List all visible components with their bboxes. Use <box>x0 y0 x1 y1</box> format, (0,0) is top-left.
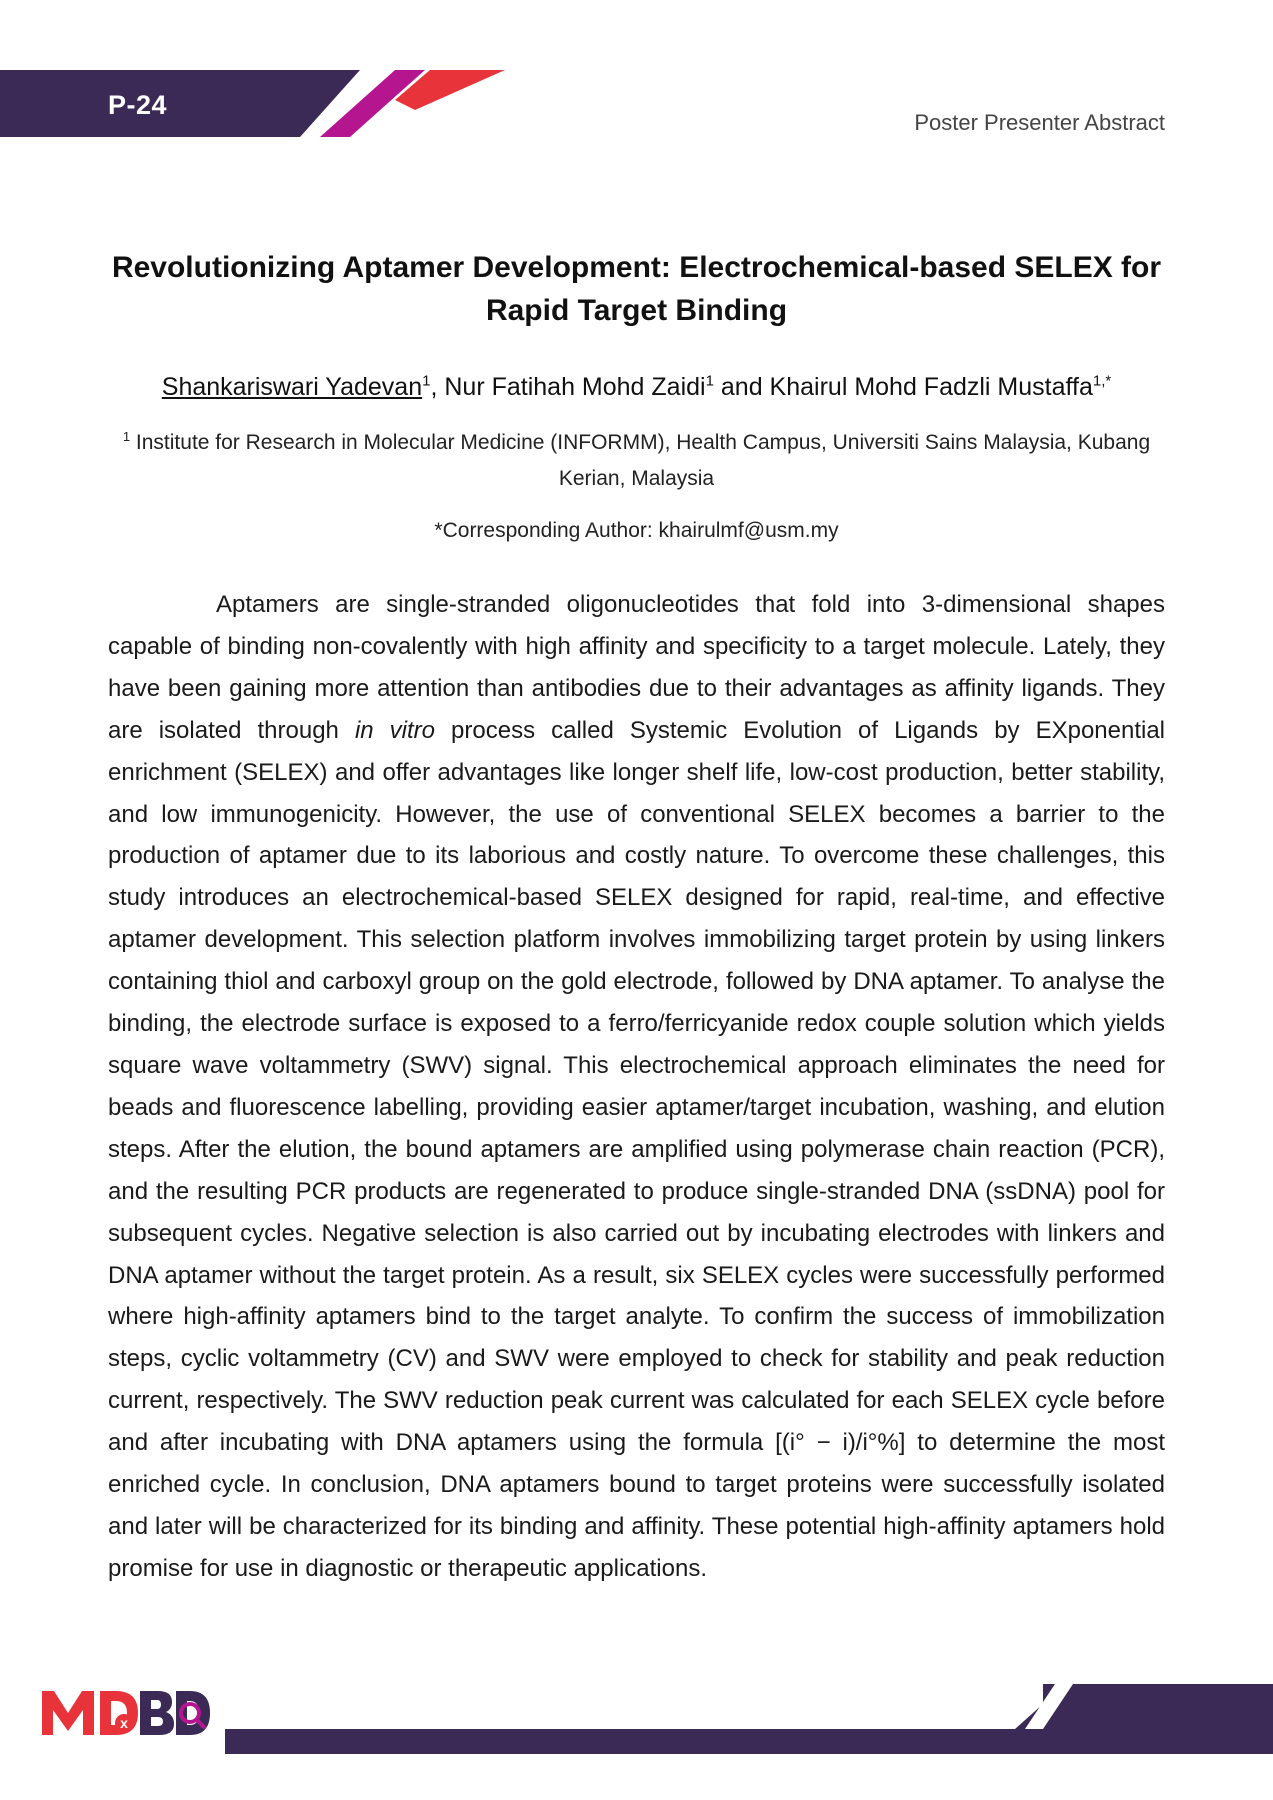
mdxbd-logo <box>40 1683 215 1741</box>
abstract-body <box>108 584 1165 1590</box>
corresponding-author: *Corresponding Author: khairulmf@usm.my <box>434 519 839 542</box>
author-affiliation-mark: 1,* <box>1092 372 1112 390</box>
affiliation-mark: 1 <box>122 429 131 444</box>
svg-text:x: x <box>120 1715 128 1731</box>
author-list <box>60 370 1213 404</box>
header-stripes <box>240 70 510 137</box>
author-name: Khairul Mohd Fadzli Mustaffa <box>769 373 1093 401</box>
section-label: Poster Presenter Abstract <box>914 110 1165 135</box>
author-affiliation-mark: 1 <box>422 372 431 390</box>
author-separator: , <box>430 373 445 401</box>
affiliation <box>108 425 1165 497</box>
author-name: Nur Fatihah Mohd Zaidi <box>444 373 706 401</box>
author-name: Shankariswari Yadevan <box>161 373 423 401</box>
author-affiliation-mark: 1 <box>705 372 714 390</box>
affiliation-text: Institute for Research in Molecular Medicine (INFORMM), Health Campus, Universiti Sains Malaysia, Kubang Kerian, Malaysia <box>135 431 1151 490</box>
abstract-italic-term: in vitro <box>354 716 435 744</box>
author-separator: and <box>713 373 770 401</box>
abstract-text: process called Systemic Evolution of Ligands by EXponential enrichment (SELEX) and offer advantages like longer shelf life, low-cost production, better stability, and low immunogenicity. However, the use of conventional SELEX becomes a barrier to the production of aptamer due to its laborious and costly nature. To overcome these challenges, this study introduces an electrochemical-based SELEX designed for rapid, real-time, and effective aptamer development. This selection platform involves immobilizing target protein by using linkers containing thiol and carboxyl group on the gold electrode, followed by DNA aptamer. To analyse the binding, the electrode surface is exposed to a ferro/ferricyanide redox couple solution which yields square wave voltammetry (SWV) signal. This electrochemical approach eliminates the need for beads and fluorescence labelling, providing easier aptamer/target incubation, washing, and elution steps. After the elution, the bound aptamers are amplified using polymerase chain reaction (PCR), and the resulting PCR products are regenerated to produce single-stranded DNA (ssDNA) pool for subsequent cycles. Negative selection is also carried out by incubating electrodes with linkers and DNA aptamer without the target protein. As a result, six SELEX cycles were successfully performed where high-affinity aptamers bind to the target analyte. To confirm the success of immobilization steps, cyclic voltammetry (CV) and SWV were employed to check for stability and peak reduction current, respectively. The SWV reduction peak current was calculated for each SELEX cycle before and after incubating with DNA aptamers using the formula [(i° − i)/i°%] to determine the most enriched cycle. In conclusion, DNA aptamers bound to target proteins were successfully isolated and later will be characterized for its binding and affinity. These potential high-affinity aptamers hold promise for use in diagnostic or therapeutic applications. <box>108 716 1166 1582</box>
abstract-text: Aptamers are single-stranded oligonucleotides that fold into 3-dimensional shapes capable of binding non-covalently with high affinity and specificity to a target molecule. Lately, they have been gaining more attention than antibodies due to their advantages as affinity ligands. They are isolated through <box>108 591 1165 744</box>
page-title: Revolutionizing Aptamer Development: Electrochemical-based SELEX for Rapid Target Binding <box>111 251 1162 327</box>
poster-code: P-24 <box>108 90 168 120</box>
footer-bar <box>225 1684 1273 1754</box>
footer-logo <box>40 1683 215 1741</box>
